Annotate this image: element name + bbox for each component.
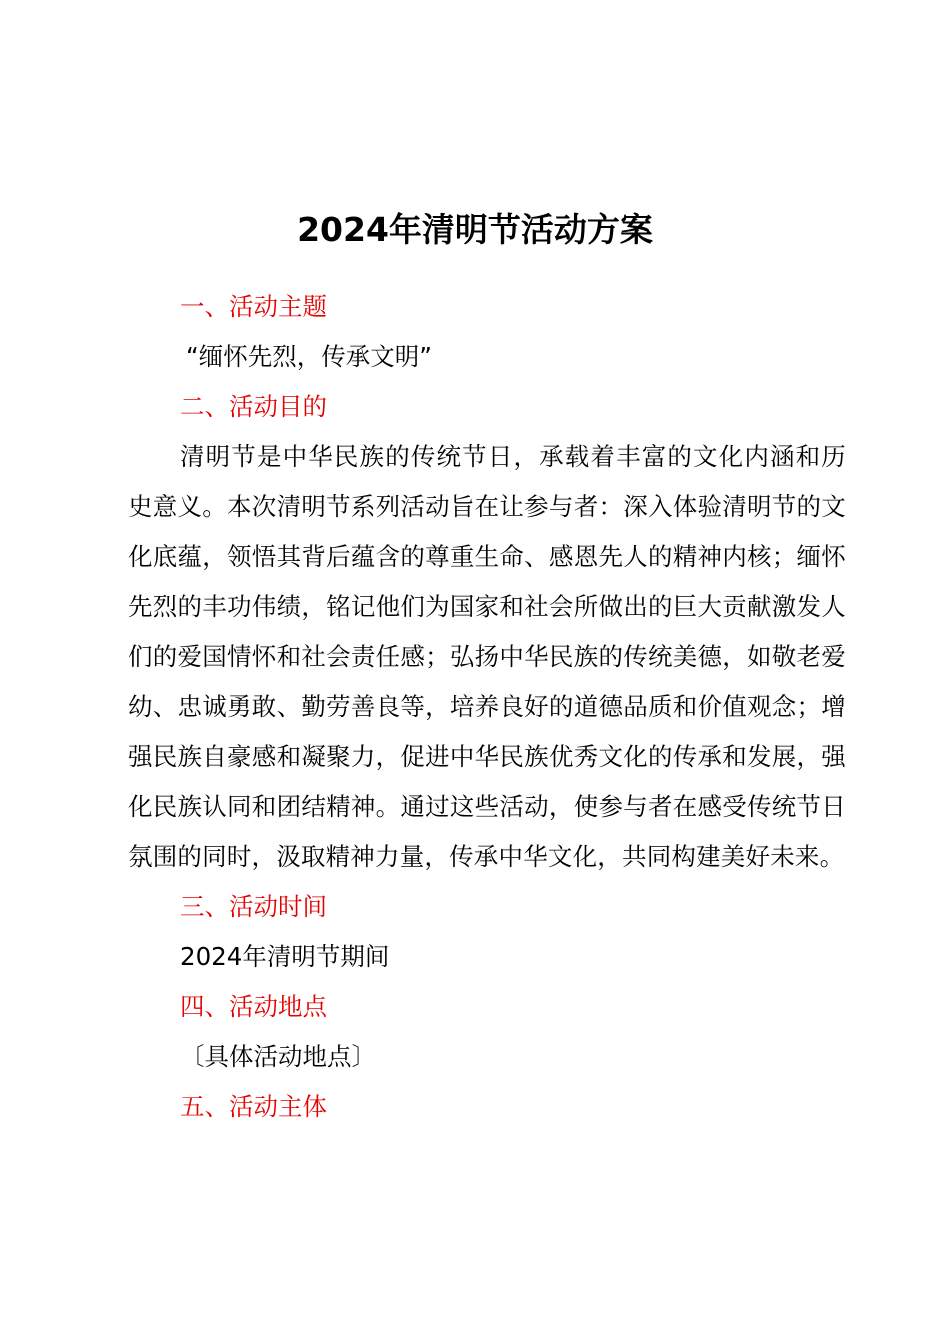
section-heading-theme: 一、活动主题 [180, 292, 327, 321]
theme-slogan: “缅怀先烈，传承文明” [186, 342, 432, 371]
section-heading-purpose: 二、活动目的 [180, 392, 327, 421]
document-title: 2024年清明节活动方案 [297, 210, 653, 249]
activity-time-text: 2024年清明节期间 [180, 942, 390, 971]
section-heading-time: 三、活动时间 [180, 892, 327, 921]
section-heading-location: 四、活动地点 [180, 992, 327, 1021]
document-body [128, 282, 846, 1132]
section-heading-subject: 五、活动主体 [180, 1092, 327, 1121]
purpose-paragraph: 清明节是中华民族的传统节日，承载着丰富的文化内涵和历史意义。本次清明节系列活动旨在让参与者：深入体验清明节的文化底蕴，领悟其背后蕴含的尊重生命、感恩先人的精神内核；缅怀先烈的丰功伟绩，铭记他们为国家和社会所做出的巨大贡献激发人们的爱国情怀和社会责任感；弘扬中华民族的传统美德，如敬老爱幼、忠诚勇敢、勤劳善良等，培养良好的道德品质和价值观念；增强民族自豪感和凝聚力，促进中华民族优秀文化的传承和发展，强化民族认同和团结精神。通过这些活动，使参与者在感受传统节日氛围的同时，汲取精神力量，传承中华文化，共同构建美好未来。 [128, 442, 846, 871]
activity-location-text: 〔具体活动地点〕 [180, 1042, 376, 1071]
